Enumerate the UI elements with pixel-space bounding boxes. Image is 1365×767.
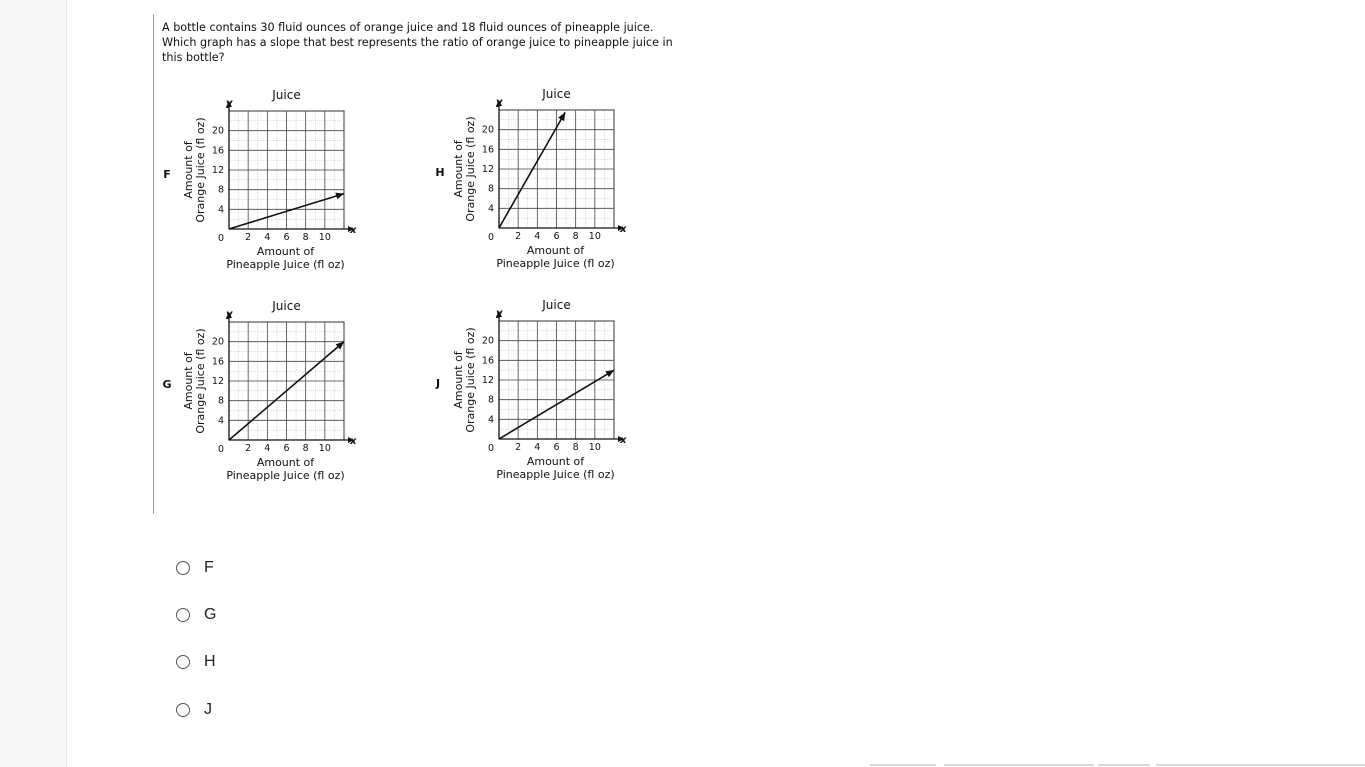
y-tick-label: 20: [481, 335, 494, 347]
x-tick-label: 2: [515, 231, 522, 242]
y-axis-name: y: [496, 308, 503, 319]
x-axis-label: Amount of: [256, 456, 315, 469]
y-tick-label: 12: [481, 164, 494, 175]
graph-h: [435, 87, 627, 270]
y-tick-label: 16: [211, 145, 224, 157]
x-axis-label: Amount of: [526, 455, 585, 468]
x-tick-label: 10: [318, 232, 331, 243]
y-tick-label: 8: [217, 395, 224, 407]
x-axis-name: x: [350, 436, 357, 447]
y-axis-label: Amount of: [452, 140, 465, 198]
graph-title: Juice: [542, 87, 571, 101]
x-tick-label: 6: [283, 232, 290, 243]
x-axis-name: x: [620, 435, 627, 446]
choice-label: G: [204, 606, 217, 623]
y-tick-label: 20: [211, 125, 224, 137]
y-tick-label: 8: [487, 183, 494, 195]
y-axis-label: Orange Juice (fl oz): [464, 116, 477, 222]
y-tick-label: 16: [481, 144, 494, 156]
y-tick-label: 12: [211, 165, 224, 176]
graph-option-letter: J: [435, 377, 441, 390]
y-axis-label: Amount of: [182, 352, 195, 410]
y-tick-label: 4: [487, 414, 494, 426]
y-axis-label: Orange Juice (fl oz): [194, 328, 207, 434]
x-tick-label: 4: [534, 442, 541, 453]
x-tick-label: 4: [264, 443, 271, 454]
choice-label: F: [204, 559, 214, 576]
choice-label: H: [204, 653, 216, 670]
y-tick-label: 4: [487, 203, 494, 215]
x-tick-label: 8: [302, 232, 309, 243]
choice-h[interactable]: [176, 652, 216, 672]
origin-label: 0: [487, 232, 495, 243]
x-axis-label: Pineapple Juice (fl oz): [496, 468, 615, 481]
y-tick-label: 16: [211, 356, 224, 368]
y-axis-name: y: [226, 309, 233, 320]
radio-button[interactable]: [176, 561, 190, 575]
question-text: A bottle contains 30 fluid ounces of orange juice and 18 fluid ounces of pineapple juice. Which graph has a slope that best represents the ratio of orange juice to pineapple juice in this bottle?: [162, 21, 673, 64]
x-tick-label: 8: [572, 231, 579, 242]
origin-label: 0: [217, 444, 225, 455]
graph-option-letter: F: [163, 168, 171, 181]
footer-divider: [870, 764, 936, 766]
y-axis-label: Orange Juice (fl oz): [464, 327, 477, 433]
x-tick-label: 10: [318, 443, 331, 454]
choice-label: J: [204, 701, 212, 718]
x-axis-label: Pineapple Juice (fl oz): [226, 258, 345, 271]
y-tick-label: 8: [217, 184, 224, 196]
x-tick-label: 4: [264, 232, 271, 243]
graph-option-letter: G: [162, 378, 172, 391]
footer-divider: [1098, 764, 1150, 766]
x-axis-label: Pineapple Juice (fl oz): [496, 257, 615, 270]
graph-title: Juice: [542, 298, 571, 312]
x-tick-label: 2: [515, 442, 522, 453]
y-axis-label: Amount of: [182, 141, 195, 199]
x-axis-name: x: [620, 224, 627, 235]
x-tick-label: 8: [572, 442, 579, 453]
y-tick-label: 20: [481, 124, 494, 136]
x-tick-label: 8: [302, 443, 309, 454]
y-tick-label: 12: [481, 375, 494, 386]
x-axis-label: Amount of: [256, 245, 315, 258]
y-tick-label: 8: [487, 394, 494, 406]
x-axis-name: x: [350, 225, 357, 236]
y-axis-label: Orange Juice (fl oz): [194, 117, 207, 223]
x-axis-label: Pineapple Juice (fl oz): [226, 469, 345, 482]
y-axis-label-group: [452, 116, 477, 221]
graph-g: [162, 299, 357, 482]
y-axis-label-group: [182, 328, 207, 433]
y-axis-label-group: [182, 117, 207, 222]
y-tick-label: 16: [481, 355, 494, 367]
graph-f: [163, 88, 357, 271]
x-axis-label: Amount of: [526, 244, 585, 257]
footer-divider: [944, 764, 1094, 766]
x-tick-label: 6: [553, 442, 560, 453]
origin-label: 0: [487, 443, 495, 454]
choice-j[interactable]: [176, 700, 212, 720]
y-tick-label: 20: [211, 336, 224, 348]
y-axis-label-group: [452, 327, 477, 432]
footer-divider: [1156, 764, 1365, 766]
x-tick-label: 10: [588, 231, 601, 242]
y-axis-name: y: [496, 97, 503, 108]
y-axis-name: y: [226, 98, 233, 109]
radio-button[interactable]: [176, 608, 190, 622]
radio-button[interactable]: [176, 655, 190, 669]
y-axis-label: Amount of: [452, 351, 465, 409]
choice-f[interactable]: [176, 558, 214, 578]
y-tick-label: 4: [217, 415, 224, 427]
x-tick-label: 6: [553, 231, 560, 242]
choice-g[interactable]: [176, 605, 216, 625]
y-tick-label: 12: [211, 376, 224, 387]
graph-j: [435, 298, 627, 481]
x-tick-label: 2: [245, 232, 252, 243]
graph-title: Juice: [272, 299, 301, 313]
graph-option-letter: H: [435, 166, 445, 179]
y-tick-label: 4: [217, 204, 224, 216]
radio-button[interactable]: [176, 703, 190, 717]
x-tick-label: 10: [588, 442, 601, 453]
origin-label: 0: [217, 233, 225, 244]
x-tick-label: 2: [245, 443, 252, 454]
x-tick-label: 6: [283, 443, 290, 454]
x-tick-label: 4: [534, 231, 541, 242]
graph-title: Juice: [272, 88, 301, 102]
